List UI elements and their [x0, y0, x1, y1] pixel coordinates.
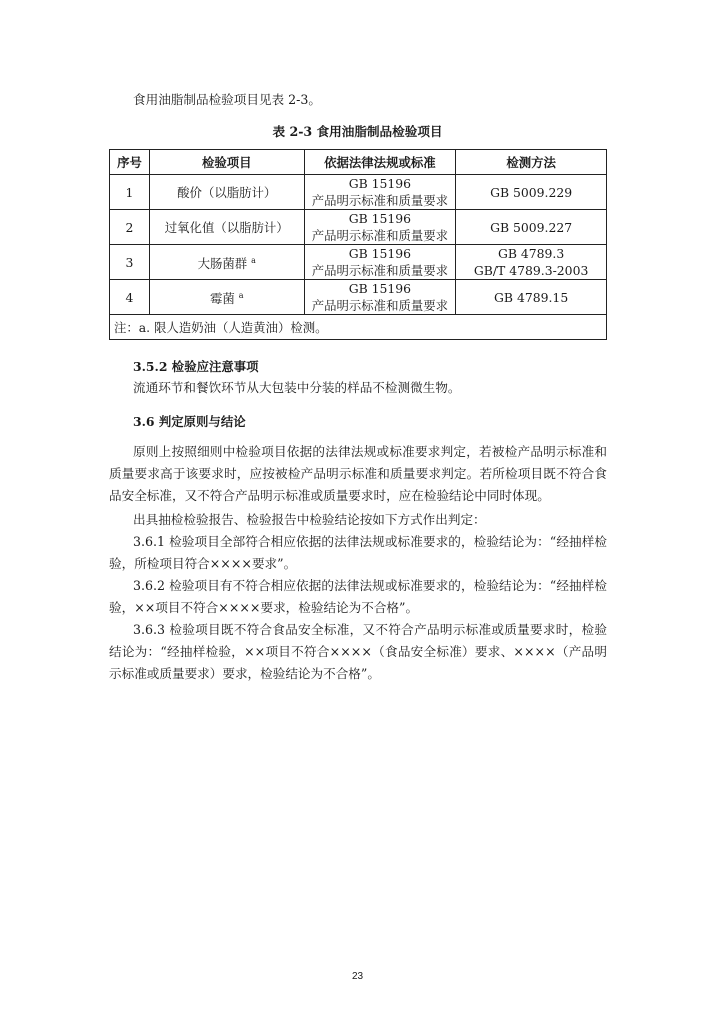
table-row: [110, 280, 607, 315]
header-method: 检测方法: [456, 150, 607, 175]
page-number: 23: [351, 971, 364, 982]
intro-text: 食用油脂制品检验项目见表 2-3。: [133, 92, 322, 107]
paragraph-report: 出具抽检检验报告、检验报告中检验结论按如下方式作出判定：: [133, 512, 486, 527]
header-item: 检验项目: [149, 150, 304, 175]
row-no: 2: [110, 210, 150, 245]
row-method: GB 5009.227: [456, 210, 607, 245]
header-basis: 依据法律法规或标准: [304, 150, 456, 175]
paragraph-principle: 原则上按照细则中检验项目依据的法律法规或标准要求判定，若被检产品明示标准和质量要求高于该要求时，应按被检产品明示标准和质量要求判定。若所检项目既不符合食品安全标准，又不符合产品明示标准或质量要求时，应在检验结论中同时体现。: [109, 444, 607, 503]
row-basis: GB 15196 产品明示标准和质量要求: [304, 245, 456, 280]
row-item: 霉菌 $^a$: [149, 280, 304, 315]
table-caption: 表 2-3 食用油脂制品检验项目: [272, 124, 443, 139]
paragraph-3-6-3: 3.6.3 检验项目既不符合食品安全标准，又不符合产品明示标准或质量要求时，检验结论为：“经抽样检验，××项目不符合××××（食品安全标准）要求、××××（产品明示标准或质量要求）要求，检验结论为不合格”。: [109, 622, 607, 681]
header-no: 序号: [110, 150, 150, 175]
paragraph-3-6-2: 3.6.2 检验项目有不符合相应依据的法律法规或标准要求的，检验结论为：“经抽样检验，××项目不符合××××要求，检验结论为不合格”。: [109, 578, 607, 615]
row-method: GB 4789.3 GB/T 4789.3-2003: [456, 245, 607, 280]
row-item: 过氧化值（以脂肪计）: [149, 210, 304, 245]
row-basis: GB 15196 产品明示标准和质量要求: [304, 210, 456, 245]
section-heading-3-6: 3.6 判定原则与结论: [133, 414, 246, 429]
row-item: 大肠菌群 $^a$: [149, 245, 304, 280]
row-no: 4: [110, 280, 150, 315]
table-header-row: [110, 150, 607, 175]
table-row: [110, 210, 607, 245]
paragraph-3-6-1: 3.6.1 检验项目全部符合相应依据的法律法规或标准要求的，检验结论为：“经抽样检验，所检项目符合××××要求”。: [109, 534, 607, 571]
section-heading-3-5-2: 3.5.2 检验应注意事项: [133, 359, 259, 374]
table-row: [110, 175, 607, 210]
table-note: 注：a. 限人造奶油（人造黄油）检测。: [110, 315, 607, 340]
row-method: GB 5009.229: [456, 175, 607, 210]
row-no: 3: [110, 245, 150, 280]
table-row: [110, 245, 607, 280]
row-method: GB 4789.15: [456, 280, 607, 315]
inspection-items-table: [109, 149, 607, 340]
row-item: 酸价（以脂肪计）: [149, 175, 304, 210]
section-3-5-2-text: 流通环节和餐饮环节从大包装中分装的样品不检测微生物。: [133, 380, 461, 395]
row-basis: GB 15196 产品明示标准和质量要求: [304, 280, 456, 315]
row-basis: GB 15196 产品明示标准和质量要求: [304, 175, 456, 210]
table-note-row: [110, 315, 607, 340]
row-no: 1: [110, 175, 150, 210]
